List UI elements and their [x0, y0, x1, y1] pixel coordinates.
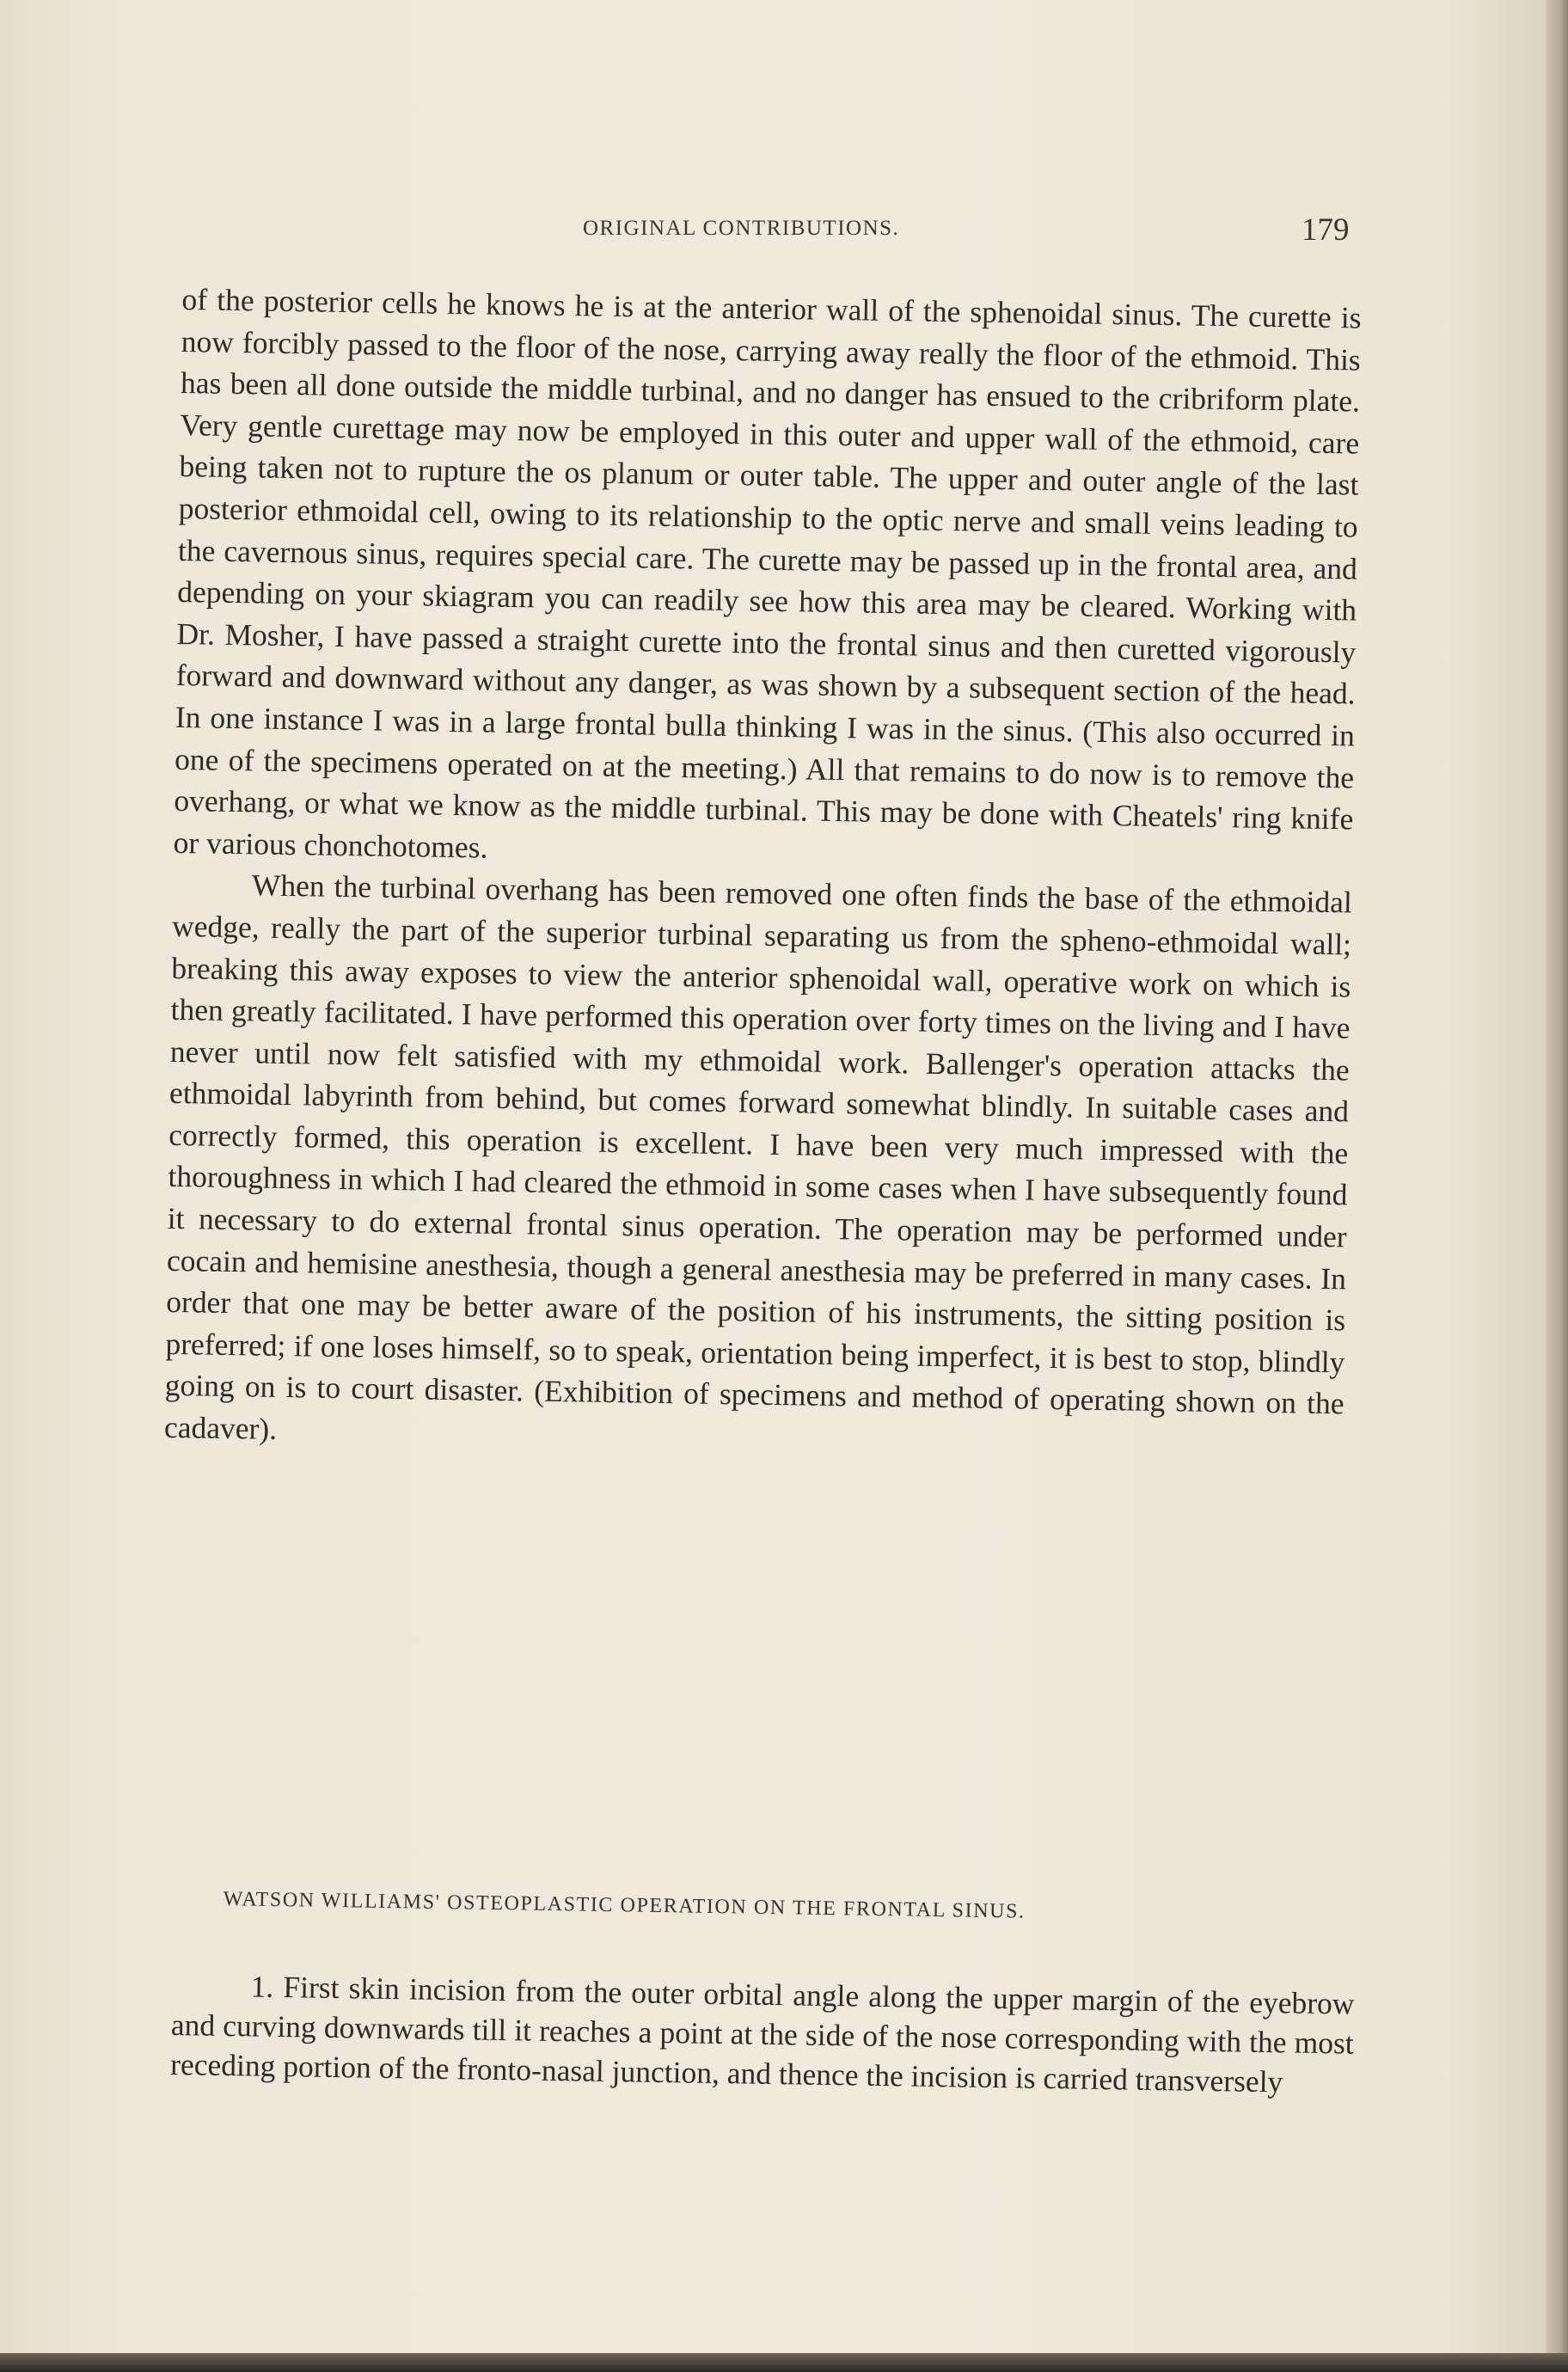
body-paragraph: of the posterior cells he knows he is at the anterior wall of the sphenoidal sinus. The curette is now forcibly passed to the floor of the nose, carrying away really the floor of the ethmoid. This has been all done outside the middle turbinal, and no danger has ensued to the cribriform plate. Very gentle curettage may now be employed in this outer and upper wall of the ethmoid, care being taken not to rupture the os planum or outer table. The upper and outer angle of the last posterior ethmoidal cell, owing to its relationship to the optic nerve and small veins leading to the cavernous sinus, requires special care. The curette may be passed up in the frontal area, and depending on your skiagram you can readily see how this area may be cleared. Working with Dr. Mosher, I have passed a straight curette into the frontal sinus and then curetted vigorously forward and downward without any danger, as was shown by a subsequent section of the head. In one instance I was in a large frontal bulla thinking I was in the sinus. (This also occurred in one of the specimens operated on at the meeting.) All that remains to do now is to remove the overhang, or what we know as the middle turbinal. This may be done with Cheatels' ring knife or various chonchotomes.	[173, 281, 1362, 865]
body-paragraph: When the turbinal overhang has been removed one often finds the base of the ethmoidal wedge, really the part of the superior turbinal separating us from the spheno-ethmoidal wall; breaking this away exposes to view the anterior sphenoidal wall, operative work on which is then greatly facilitated. I have performed this operation over forty times on the living and I have never until now felt satisfied with my ethmoidal work. Ballenger's operation attacks the ethmoidal labyrinth from behind, but comes forward somewhat blindly. In suitable cases and correctly formed, this operation is excellent. I have been very much impressed with the thoroughness in which I had cleared the ethmoid in some cases when I have subsequently found it necessary to do external frontal sinus operation. The operation may be performed under cocain and hemisine anesthesia, though a general anesthesia may be preferred in many cases. In order that one may be better aware of the position of his instruments, the sitting position is preferred; if one loses himself, so to speak, orientation being imperfect, it is best to stop, blindly going on is to court disaster. (Exhibition of specimens and method of operating shown on the cadaver).	[163, 867, 1353, 1446]
page-binding-edge	[1546, 0, 1568, 2372]
running-header	[0, 212, 1568, 251]
section-paragraph: 1. First skin incision from the outer orbital angle along the upper margin of the eyebrow and curving downwards till it reaches a point at the side of the nose corresponding with the most receding portion of the fronto-nasal junction, and thence the incision is carried transversely	[169, 1969, 1355, 2099]
page-bottom-shadow	[0, 2353, 1568, 2372]
section-heading: WATSON WILLIAMS' OSTEOPLASTIC OPERATION ON THE FRONTAL SINUS.	[223, 1888, 1026, 1923]
main-text-block	[164, 279, 1362, 1467]
running-title: ORIGINAL CONTRIBUTIONS.	[583, 217, 900, 240]
page-number: 179	[1302, 212, 1350, 248]
section-text-block	[170, 1965, 1355, 2103]
